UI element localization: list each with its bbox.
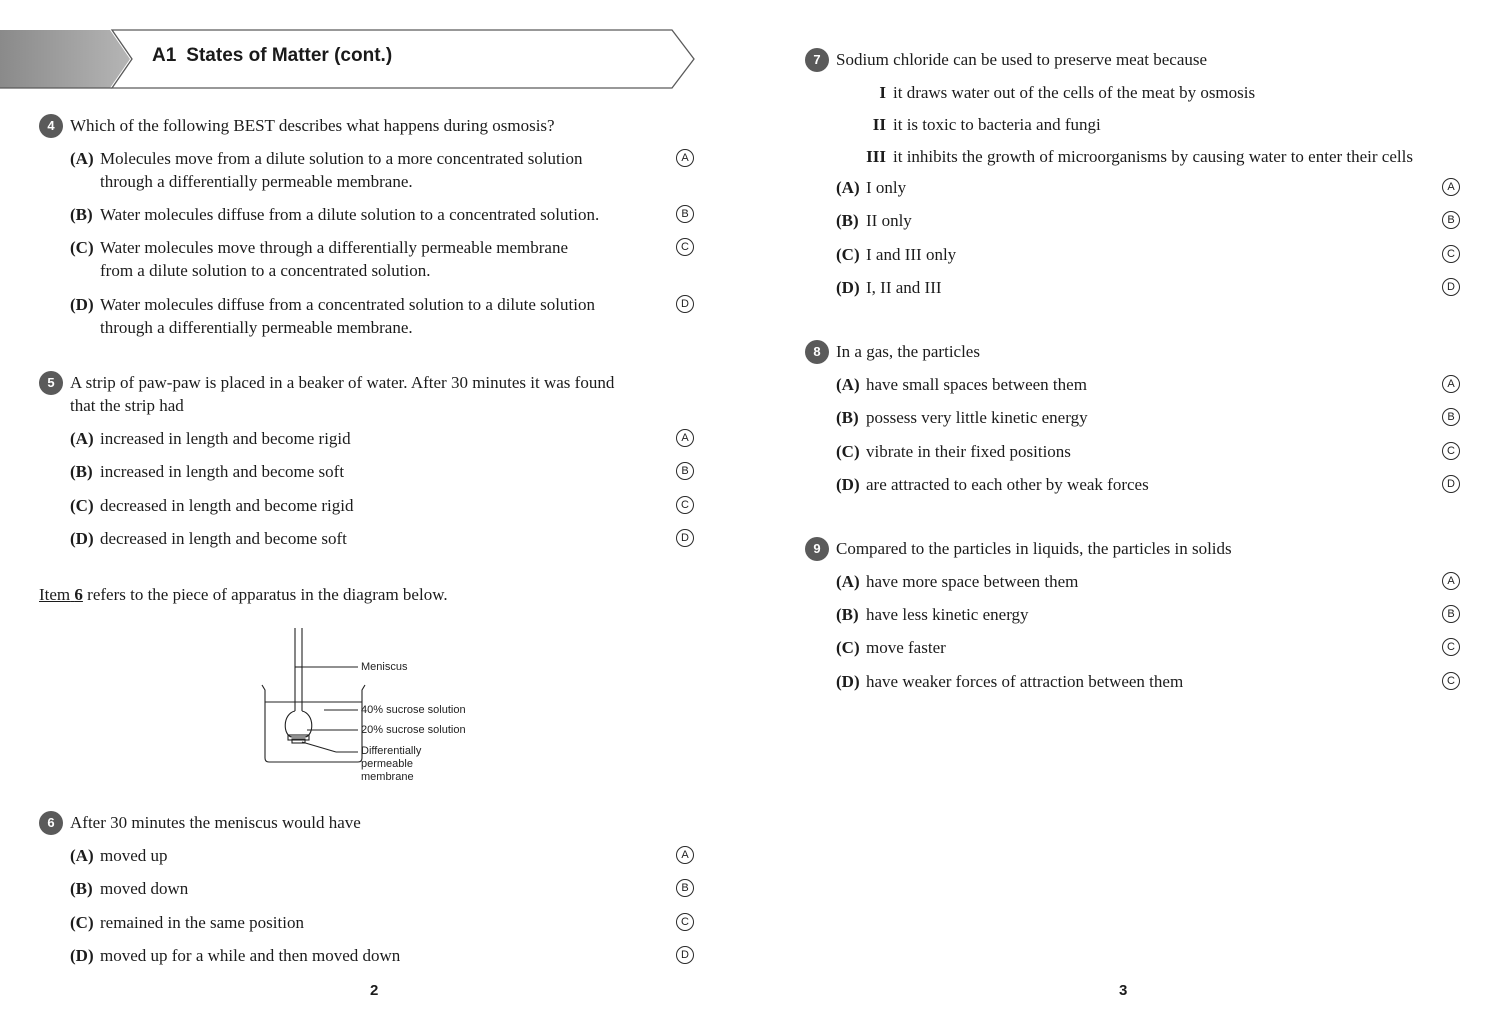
answer-bubble[interactable]: B: [676, 462, 694, 480]
answer-bubble[interactable]: C: [1442, 245, 1460, 263]
answer-option: (D) are attracted to each other by weak forces: [836, 475, 1149, 494]
page-number: 2: [370, 982, 379, 999]
right-page: [750, 0, 1500, 1035]
answer-option: (A) have more space between them: [836, 572, 1079, 591]
question-stem: In a gas, the particles: [836, 342, 980, 361]
answer-option: (B) increased in length and become soft: [70, 462, 345, 481]
answer-bubble[interactable]: A: [676, 149, 694, 167]
diagram-label-meniscus: Meniscus: [361, 661, 408, 673]
question-stem: Compared to the particles in liquids, the particles in solids: [836, 539, 1232, 558]
answer-option: (D) Water molecules diffuse from a concentrated solution to a dilute solution through a differentially permeable membrane.: [70, 295, 595, 337]
page-number: 3: [1119, 982, 1128, 999]
diagram-label-membrane: permeable: [361, 758, 413, 770]
answer-bubble[interactable]: C: [1442, 638, 1460, 656]
answer-bubble[interactable]: D: [676, 295, 694, 313]
answer-bubble[interactable]: D: [676, 529, 694, 547]
answer-option: (C) vibrate in their fixed positions: [836, 442, 1071, 461]
answer-option: (B) possess very little kinetic energy: [836, 408, 1088, 427]
osmosis-apparatus-diagram: [240, 622, 500, 792]
answer-option: (A) Molecules move from a dilute solution to a more concentrated solution through a differentially permeable membrane.: [70, 149, 583, 191]
section-banner: [0, 28, 700, 90]
answer-option: (B) Water molecules diffuse from a dilute solution to a concentrated solution.: [70, 205, 600, 224]
question-stem: Which of the following BEST describes what happens during osmosis?: [70, 116, 555, 135]
answer-option: (A) have small spaces between them: [836, 375, 1087, 394]
answer-option: (C) I and III only: [836, 245, 957, 264]
question-number-badge: 9: [805, 537, 829, 561]
answer-bubble[interactable]: B: [676, 879, 694, 897]
statement-item: III it inhibits the growth of microorganisms by causing water to enter their cells: [866, 147, 1413, 166]
answer-bubble[interactable]: C: [676, 913, 694, 931]
answer-option: (C) Water molecules move through a differentially permeable membrane from a dilute solution to a concentrated solution.: [70, 238, 568, 280]
answer-option: (A) I only: [836, 178, 907, 197]
answer-bubble[interactable]: A: [1442, 375, 1460, 393]
diagram-label-membrane: Differentially: [361, 745, 422, 757]
answer-option: (D) decreased in length and become soft: [70, 529, 347, 548]
answer-bubble[interactable]: B: [1442, 408, 1460, 426]
statement-item: II it is toxic to bacteria and fungi: [872, 115, 1101, 134]
question-stem: After 30 minutes the meniscus would have: [70, 813, 361, 832]
answer-option: (C) remained in the same position: [70, 913, 304, 932]
answer-option: (A) increased in length and become rigid: [70, 429, 351, 448]
question-number-badge: 5: [39, 371, 63, 395]
answer-option: (C) move faster: [836, 638, 946, 657]
answer-option: (D) have weaker forces of attraction between them: [836, 672, 1184, 691]
question-number-badge: 8: [805, 340, 829, 364]
diagram-label-20-sucrose: 20% sucrose solution: [361, 724, 466, 736]
answer-bubble[interactable]: D: [1442, 278, 1460, 296]
answer-bubble[interactable]: D: [676, 946, 694, 964]
question-stem: that the strip had: [70, 396, 184, 415]
answer-option: (B) have less kinetic energy: [836, 605, 1029, 624]
answer-bubble[interactable]: C: [676, 496, 694, 514]
answer-bubble[interactable]: A: [1442, 178, 1460, 196]
item-intro: Item 6 refers to the piece of apparatus in the diagram below.: [39, 585, 448, 604]
answer-bubble[interactable]: C: [1442, 442, 1460, 460]
answer-option: (B) moved down: [70, 879, 189, 898]
question-number-badge: 6: [39, 811, 63, 835]
question-stem: Sodium chloride can be used to preserve meat because: [836, 50, 1208, 69]
answer-bubble[interactable]: B: [1442, 211, 1460, 229]
diagram-label-40-sucrose: 40% sucrose solution: [361, 704, 466, 716]
question-number-badge: 7: [805, 48, 829, 72]
question-stem: A strip of paw-paw is placed in a beaker of water. After 30 minutes it was found: [70, 373, 615, 392]
answer-bubble[interactable]: A: [676, 429, 694, 447]
answer-option: (C) decreased in length and become rigid: [70, 496, 354, 515]
answer-bubble[interactable]: A: [676, 846, 694, 864]
answer-bubble[interactable]: C: [1442, 672, 1460, 690]
answer-bubble[interactable]: A: [1442, 572, 1460, 590]
diagram-label-membrane: membrane: [361, 771, 414, 783]
answer-bubble[interactable]: D: [1442, 475, 1460, 493]
answer-bubble[interactable]: B: [676, 205, 694, 223]
question-number-badge: 4: [39, 114, 63, 138]
answer-option: (A) moved up: [70, 846, 168, 865]
answer-option: (D) moved up for a while and then moved down: [70, 946, 401, 965]
answer-bubble[interactable]: C: [676, 238, 694, 256]
answer-option: (B) II only: [836, 211, 912, 230]
section-title: A1 States of Matter (cont.): [152, 45, 393, 66]
answer-bubble[interactable]: B: [1442, 605, 1460, 623]
statement-item: I it draws water out of the cells of the meat by osmosis: [879, 83, 1256, 102]
answer-option: (D) I, II and III: [836, 278, 942, 297]
